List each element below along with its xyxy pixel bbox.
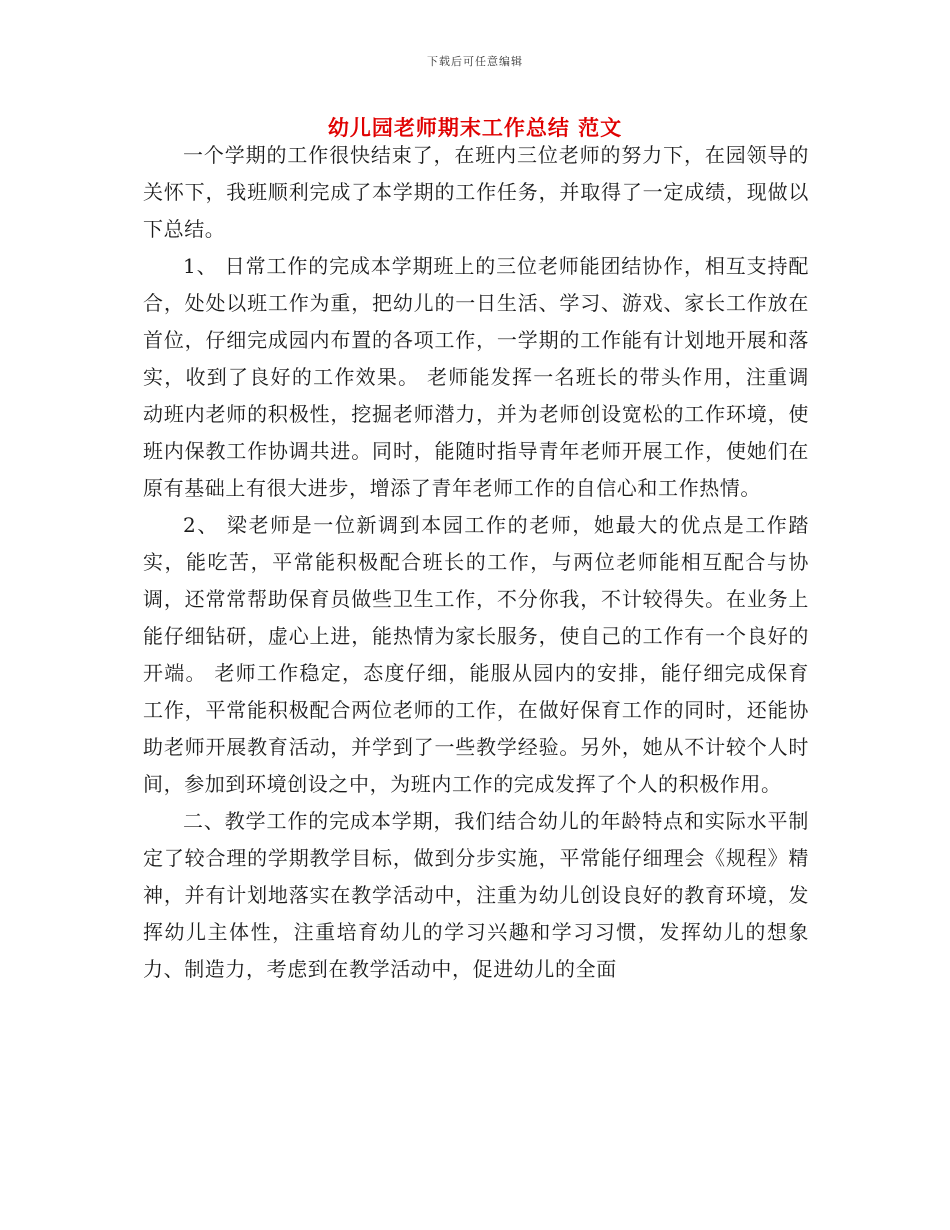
document-title: 幼儿园老师期末工作总结 范文 [327, 115, 623, 140]
paragraph-daily-work: 1、 日常工作的完成本学期班上的三位老师能团结协作，相互支持配合，处处以班工作为重，把幼儿的一日生活、学习、游戏、家长工作放在首位，仔细完成园内布置的各项工作，一学期的工作能有计划地开展和落实，收到了良好的工作效果。 老师能发挥一名班长的带头作用，注重调动班内老师的积极性，挖掘老师潜力，并为老师创设宽松的工作环境，使班内保教工作协调共进。同时，能随时指导青年老师开展工作，使她们在原有基础上有很大进步，增添了青年老师工作的自信心和工作热情。 [143, 254, 809, 500]
paragraph-teacher-liang: 2、 梁老师是一位新调到本园工作的老师，她最大的优点是工作踏实，能吃苦，平常能积极配合班长的工作，与两位老师能相互配合与协调，还常常帮助保育员做些卫生工作，不分你我，不计较得失。在业务上能仔细钻研，虚心上进，能热情为家长服务，使自己的工作有一个良好的开端。 老师工作稳定，态度仔细，能服从园内的安排，能仔细完成保育工作，平常能积极配合两位老师的工作，在做好保育工作的同时，还能协助老师开展教育活动，并学到了一些教学经验。另外，她从不计较个人时间，参加到环境创设之中，为班内工作的完成发挥了个人的积极作用。 [143, 513, 809, 796]
document-body [143, 137, 809, 988]
header-note: 下载后可任意编辑 [427, 55, 523, 68]
paragraph-intro: 一个学期的工作很快结束了，在班内三位老师的努力下，在园领导的关怀下，我班顺利完成了本学期的工作任务，并取得了一定成绩，现做以下总结。 [143, 143, 809, 241]
paragraph-teaching-work: 二、教学工作的完成本学期，我们结合幼儿的年龄特点和实际水平制定了较合理的学期教学目标，做到分步实施，平常能仔细理会《规程》精神，并有计划地落实在教学活动中，注重为幼儿创设良好的教育环境，发挥幼儿主体性，注重培育幼儿的学习兴趣和学习习惯，发挥幼儿的想象力、制造力，考虑到在教学活动中，促进幼儿的全面 [143, 809, 809, 981]
